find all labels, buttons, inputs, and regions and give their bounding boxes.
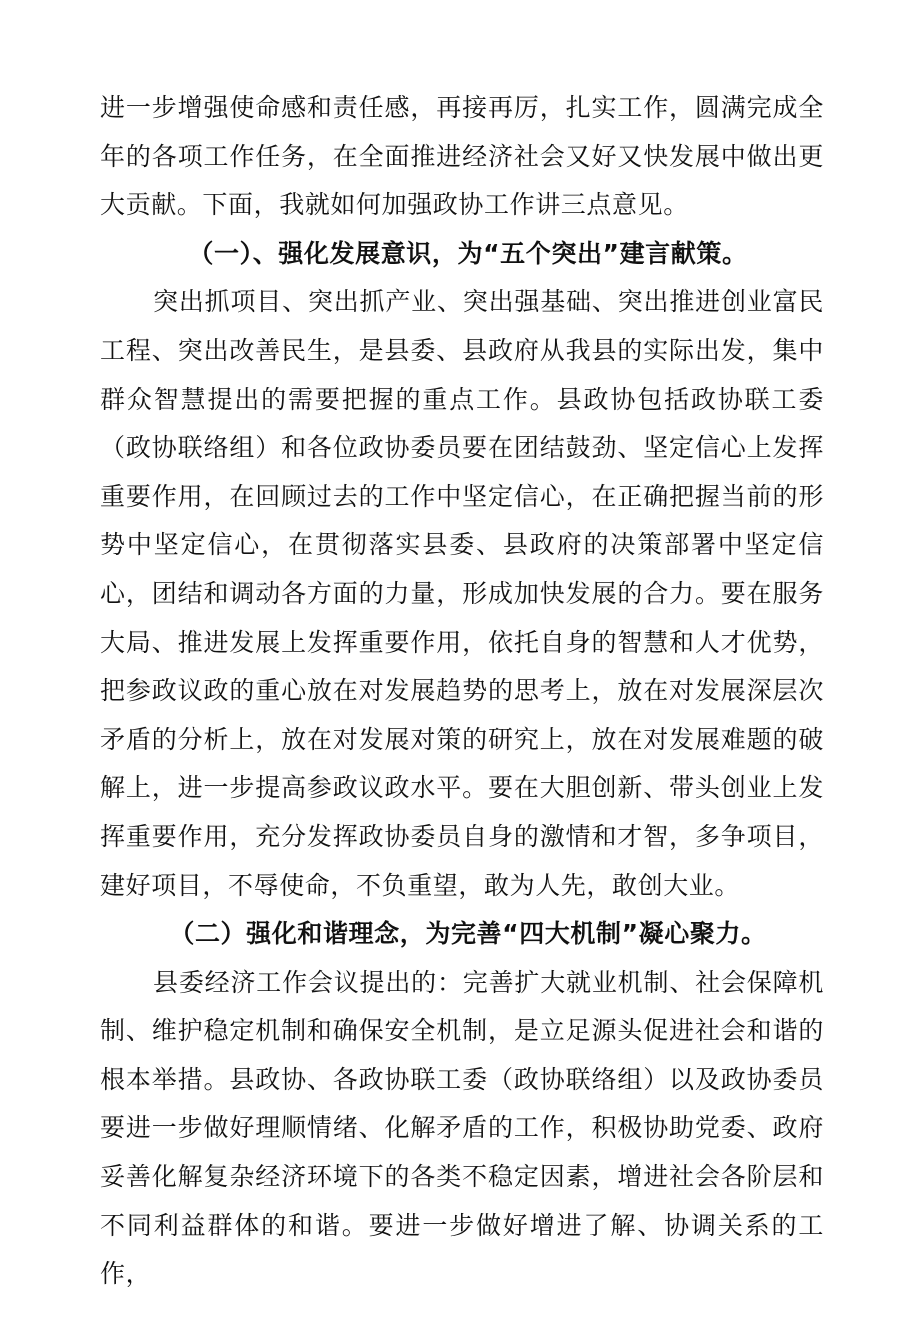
body-paragraph-section-one: 突出抓项目、突出抓产业、突出强基础、突出推进创业富民工程、突出改善民生，是县委、县政府从我县的实际出发，集中群众智慧提出的需要把握的重点工作。县政协包括政协联工委（政协联络组）和各位政协委员要在团结鼓劲、坚定信心上发挥重要作用，在回顾过去的工作中坚定信心，在正确把握当前的形势中坚定信心，在贯彻落实县委、县政府的决策部署中坚定信心，团结和调动各方面的力量，形成加快发展的合力。要在服务大局、推进发展上发挥重要作用，依托自身的智慧和人才优势，把参政议政的重心放在对发展趋势的思考上，放在对发展深层次矛盾的分析上，放在对发展对策的研究上，放在对发展难题的破解上，进一步提高参政议政水平。要在大胆创新、带头创业上发挥重要作用，充分发挥政协委员自身的激情和才智，多争项目，建好项目，不辱使命，不负重望，敢为人先，敢创大业。 xyxy=(100,287,824,900)
document-body xyxy=(100,84,824,1299)
section-heading-two: （二）强化和谐理念，为完善“四大机制”凝心聚力。 xyxy=(169,919,767,949)
body-paragraph-intro: 进一步增强使命感和责任感，再接再厉，扎实工作，圆满完成全年的各项工作任务，在全面推进经济社会又好又快发展中做出更大贡献。下面，我就如何加强政协工作讲三点意见。 xyxy=(100,93,824,220)
body-paragraph-section-two: 县委经济工作会议提出的：完善扩大就业机制、社会保障机制、维护稳定机制和确保安全机制，是立足源头促进社会和谐的根本举措。县政协、各政协联工委（政协联络组）以及政协委员要进一步做好理顺情绪、化解矛盾的工作，积极协助党委、政府妥善化解复杂经济环境下的各类不稳定因素，增进社会各阶层和不同利益群体的和谐。要进一步做好增进了解、协调关系的工作， xyxy=(100,967,824,1289)
section-heading-one: （一）、强化发展意识，为“五个突出”建言献策。 xyxy=(188,238,748,268)
